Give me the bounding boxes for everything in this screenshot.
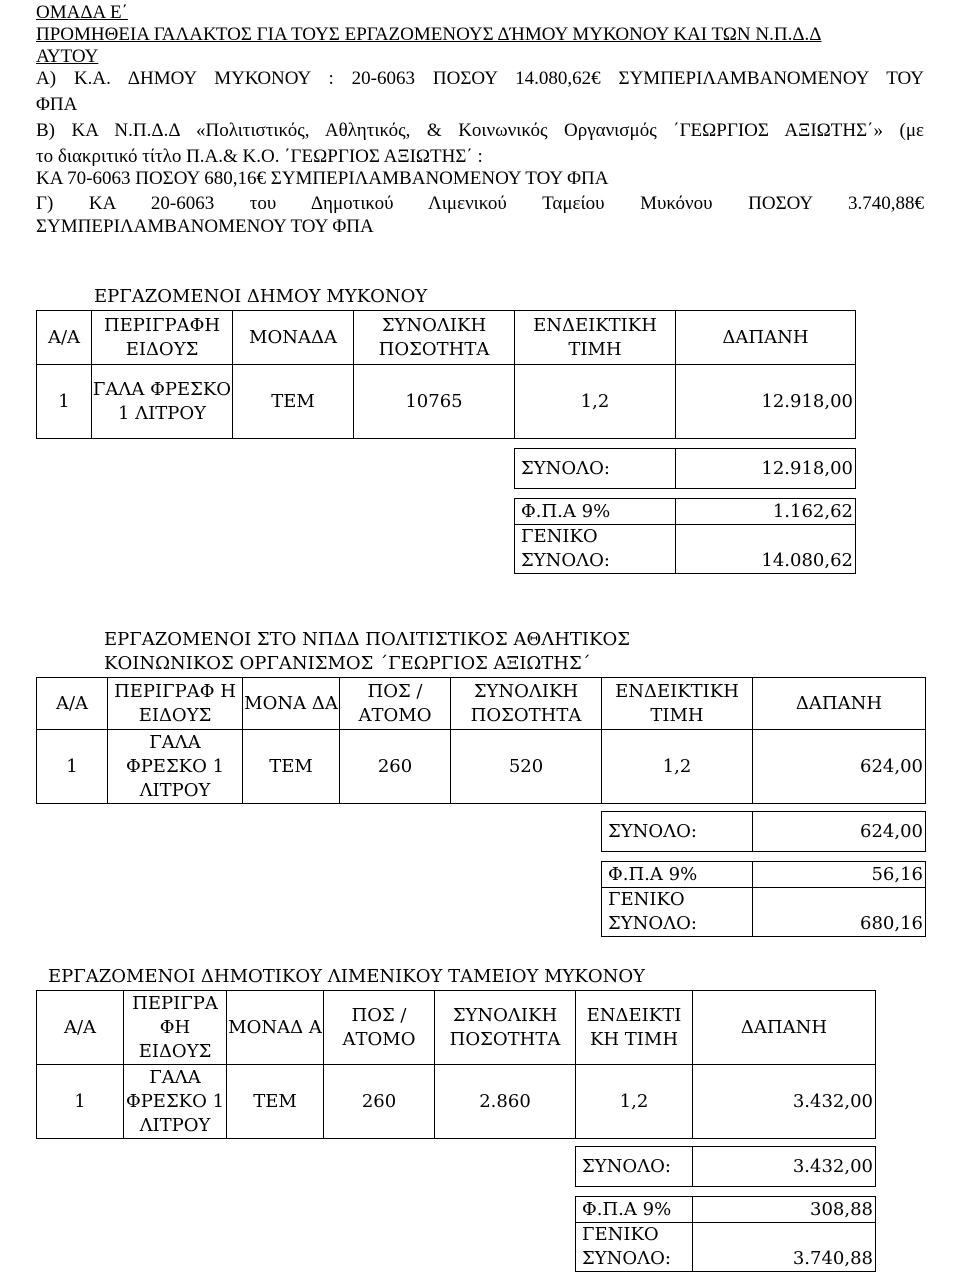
budget-line-b: Β) ΚΑ Ν.Π.Δ.Δ «Πολιτιστικός, Αθλητικός, & Κοινωνικός Οργανισμός ΄ΓΕΩΡΓΙΟΣ ΑΞΙΩΤΗΣ΄» (με [36,120,924,141]
table-header-row [37,311,856,365]
col-header-cost: ΔΑΠΑΝΗ [693,991,876,1065]
budget-line-b3: ΚΑ 70-6063 ΠΟΣΟΥ 680,16€ ΣΥΜΠΕΡΙΛΑΜΒΑΝΟΜΕΝΟΥ ΤΟΥ ΦΠΑ [36,168,609,189]
table-header-row [37,991,876,1065]
cell-unit: ΤΕΜ [233,365,354,439]
table1 [36,310,856,574]
cell-unit: ΤΕΜ [243,730,340,804]
total-label: ΓΕΝΙΚΟ ΣΥΝΟΛΟ: [602,888,753,937]
heading-group [36,2,924,24]
table3-title: ΕΡΓΑΖΟΜΕΝΟΙ ΔΗΜΟΤΙΚΟΥ ΛΙΜΕΝΙΚΟΥ ΤΑΜΕΙΟΥ ΜΥΚΟΝΟΥ [48,966,646,987]
sum-label: ΣΥΝΟΛΟ: [602,812,753,852]
col-header-per-person: ΠΟΣ / ΑΤΟΜΟ [324,991,435,1065]
table-header-row [37,678,926,730]
cell-price: 1,2 [515,365,676,439]
cell-quantity: 10765 [354,365,515,439]
budget-line-a: Α) Κ.Α. ΔΗΜΟΥ ΜΥΚΟΝΟΥ : 20-6063 ΠΟΣΟΥ 14.080,62€ ΣΥΜΠΕΡΙΛΑΜΒΑΝΟΜΕΝΟΥ ΤΟΥ [36,68,924,89]
cell-aa: 1 [37,365,92,439]
total-value: 680,16 [753,888,926,937]
col-header-price: ΕΝΔΕΙΚΤΙΚΗ ΤΙΜΗ [515,311,676,365]
col-header-cost: ΔΑΠΑΝΗ [676,311,856,365]
table2-title-1: ΕΡΓΑΖΟΜΕΝΟΙ ΣΤΟ ΝΠΔΔ ΠΟΛΙΤΙΣΤΙΚΟΣ ΑΘΛΗΤΙΚΟΣ [104,629,630,650]
vat-row [37,499,856,525]
vat-row [37,862,926,888]
table2-title-2: ΚΟΙΝΩΝΙΚΟΣ ΟΡΓΑΝΙΣΜΟΣ ΄ΓΕΩΡΓΙΟΣ ΑΞΙΩΤΗΣ΄ [104,653,591,674]
total-label: ΓΕΝΙΚΟ ΣΥΝΟΛΟ: [515,525,676,574]
vat-label: Φ.Π.Α 9% [602,862,753,888]
col-header-description: ΠΕΡΙΓΡΑ ΦΗ ΕΙΔΟΥΣ [124,991,227,1065]
cell-per-person: 260 [324,1065,435,1139]
col-header-quantity: ΣΥΝΟΛΙΚΗ ΠΟΣΟΤΗΤΑ [451,678,602,730]
sum-label: ΣΥΝΟΛΟ: [515,449,676,489]
col-header-unit: ΜΟΝΑΔ Α [227,991,324,1065]
cell-cost: 12.918,00 [676,365,856,439]
cell-quantity: 520 [451,730,602,804]
vat-row [37,1197,876,1223]
vat-value: 308,88 [693,1197,876,1223]
col-header-quantity: ΣΥΝΟΛΙΚΗ ΠΟΣΟΤΗΤΑ [354,311,515,365]
table-row [37,730,926,804]
supply-title-2: ΑΥΤΟΥ [36,46,99,67]
budget-line-b2: το διακριτικό τίτλο Π.Α.& Κ.Ο. ΄ΓΕΩΡΓΙΟΣ ΑΞΙΩΤΗΣ΄ : [36,146,483,167]
col-header-unit: ΜΟΝΑ ΔΑ [243,678,340,730]
col-header-quantity: ΣΥΝΟΛΙΚΗ ΠΟΣΟΤΗΤΑ [435,991,576,1065]
table-row [37,365,856,439]
cell-description: ΓΑΛΑ ΦΡΕΣΚΟ 1 ΛΙΤΡΟΥ [124,1065,227,1139]
budget-line-c: Γ) ΚΑ 20-6063 του Δημοτικού Λιμενικού Ταμείου Μυκόνου ΠΟΣΟΥ 3.740,88€ [36,193,924,214]
sum-value: 3.432,00 [693,1147,876,1187]
col-header-description: ΠΕΡΙΓΡΑΦ Η ΕΙΔΟΥΣ [108,678,243,730]
sum-label: ΣΥΝΟΛΟ: [576,1147,693,1187]
supply-title-1: ΠΡΟΜΗΘΕΙΑ ΓΑΛΑΚΤΟΣ ΓΙΑ ΤΟΥΣ ΕΡΓΑΖΟΜΕΝΟΥΣ ΔΉΜΟΥ ΜΥΚΟΝΟΥ ΚΑΙ ΤΩΝ Ν.Π.Δ.Δ [36,24,822,45]
cell-price: 1,2 [576,1065,693,1139]
cell-description: ΓΑΛΑ ΦΡΕΣΚΟ 1 ΛΙΤΡΟΥ [108,730,243,804]
cell-cost: 3.432,00 [693,1065,876,1139]
cell-unit: ΤΕΜ [227,1065,324,1139]
cell-description: ΓΑΛΑ ΦΡΕΣΚΟ 1 ΛΙΤΡΟΥ [92,365,233,439]
total-row [37,525,856,574]
vat-label: Φ.Π.Α 9% [515,499,676,525]
total-value: 14.080,62 [676,525,856,574]
table3 [36,990,876,1272]
total-value: 3.740,88 [693,1223,876,1272]
budget-line-a2: ΦΠΑ [36,94,78,115]
table1-title: ΕΡΓΑΖΟΜΕΝΟΙ ΔΗΜΟΥ ΜΥΚΟΝΟΥ [94,286,428,307]
col-header-aa: Α/Α [37,991,124,1065]
cell-aa: 1 [37,730,108,804]
cell-per-person: 260 [340,730,451,804]
vat-value: 1.162,62 [676,499,856,525]
col-header-price: ΕΝΔΕΙΚΤΙ ΚΗ ΤΙΜΗ [576,991,693,1065]
total-row [37,1223,876,1272]
col-header-price: ΕΝΔΕΙΚΤΙΚΗ ΤΙΜΗ [602,678,753,730]
cell-cost: 624,00 [753,730,926,804]
col-header-description: ΠΕΡΙΓΡΑΦΗ ΕΙΔΟΥΣ [92,311,233,365]
vat-label: Φ.Π.Α 9% [576,1197,693,1223]
cell-price: 1,2 [602,730,753,804]
cell-aa: 1 [37,1065,124,1139]
sum-value: 624,00 [753,812,926,852]
vat-value: 56,16 [753,862,926,888]
col-header-aa: Α/Α [37,678,108,730]
sum-row [37,449,856,489]
sum-value: 12.918,00 [676,449,856,489]
total-label: ΓΕΝΙΚΟ ΣΥΝΟΛΟ: [576,1223,693,1272]
col-header-cost: ΔΑΠΑΝΗ [753,678,926,730]
sum-row [37,812,926,852]
cell-quantity: 2.860 [435,1065,576,1139]
sum-row [37,1147,876,1187]
table-row [37,1065,876,1139]
table2 [36,677,926,937]
col-header-aa: Α/Α [37,311,92,365]
group-heading: ΟΜΑΔΑ Ε΄ [36,2,128,23]
total-row [37,888,926,937]
col-header-unit: ΜΟΝΑΔΑ [233,311,354,365]
budget-line-c2: ΣΥΜΠΕΡΙΛΑΜΒΑΝΟΜΕΝΟΥ ΤΟΥ ΦΠΑ [36,216,374,237]
col-header-per-person: ΠΟΣ / ΑΤΟΜΟ [340,678,451,730]
